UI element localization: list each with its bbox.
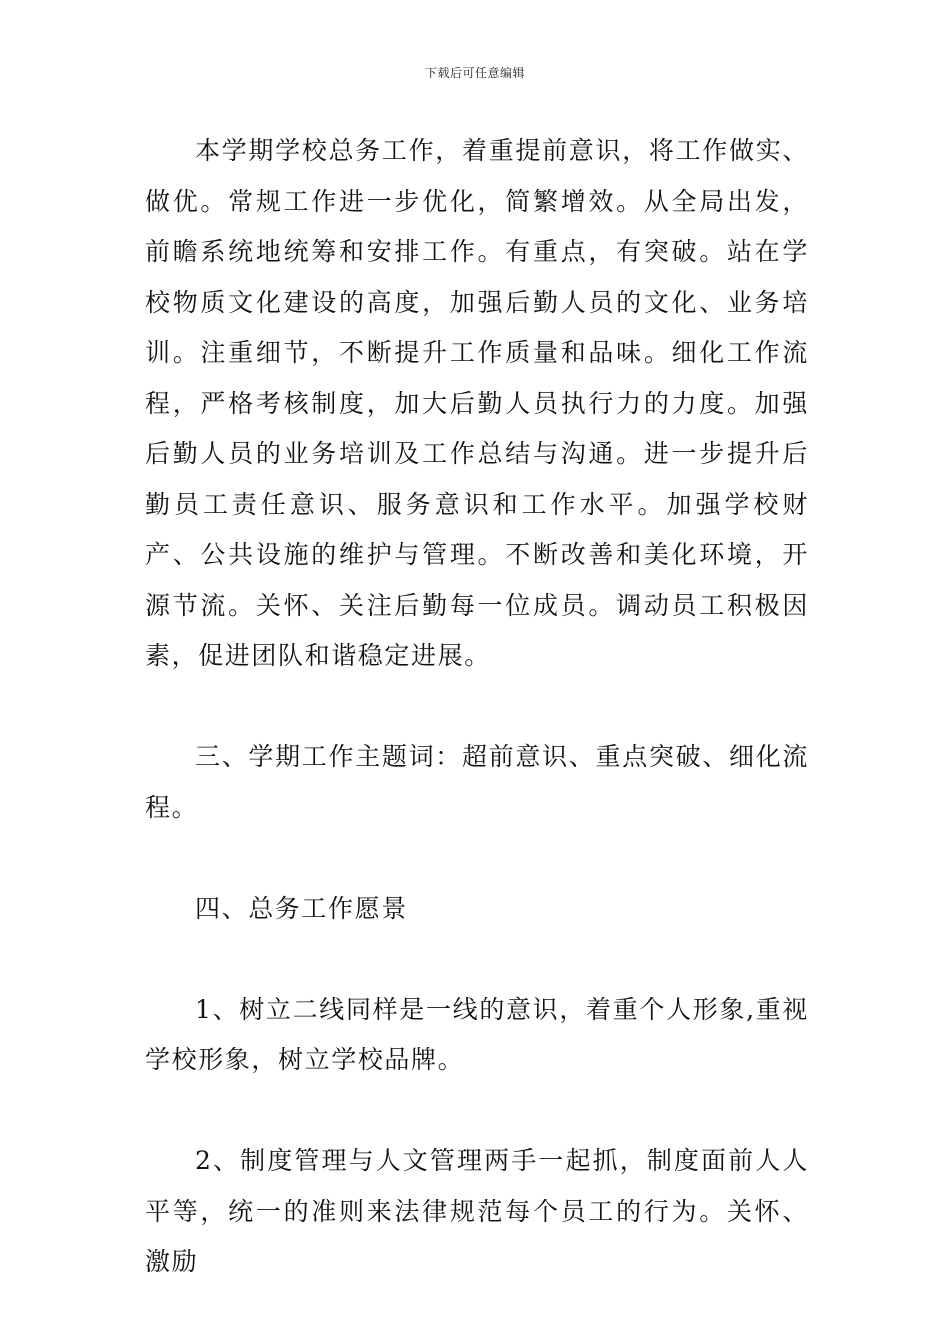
paragraph-gap bbox=[145, 682, 809, 733]
list-item-1: 1、树立二线同样是一线的意识，着重个人形象,重视学校形象，树立学校品牌。 bbox=[145, 994, 809, 1074]
section-4-heading: 四、总务工作愿景 bbox=[195, 893, 408, 923]
header-note: 下载后可任意编辑 bbox=[424, 66, 525, 80]
paragraph-overview: 本学期学校总务工作，着重提前意识，将工作做实、做优。常规工作进一步优化，简繁增效。从全局出发，前瞻系统地统筹和安排工作。有重点，有突破。站在学校物质文化建设的高度，加强后勤人员的文化、业务培训。注重细节，不断提升工作质量和品味。细化工作流程，严格考核制度，加大后勤人员执行力的力度。加强后勤人员的业务培训及工作总结与沟通。进一步提升后勤员工责任意识、服务意识和工作水平。加强学校财产、公共设施的维护与管理。不断改善和美化环境，开源节流。关怀、关注后勤每一位成员。调动员工积极因素，促进团队和谐稳定进展。 bbox=[145, 136, 809, 670]
paragraph-gap bbox=[145, 833, 809, 884]
list-item-2: 2、制度管理与人文管理两手一起抓，制度面前人人平等，统一的准则来法律规范每个员工的行为。关怀、激励 bbox=[145, 1146, 809, 1276]
section-3-heading: 三、学期工作主题词：超前意识、重点突破、细化流程。 bbox=[145, 742, 809, 822]
document-body bbox=[145, 126, 809, 1288]
paragraph-gap bbox=[145, 934, 809, 985]
paragraph-gap bbox=[145, 1086, 809, 1137]
